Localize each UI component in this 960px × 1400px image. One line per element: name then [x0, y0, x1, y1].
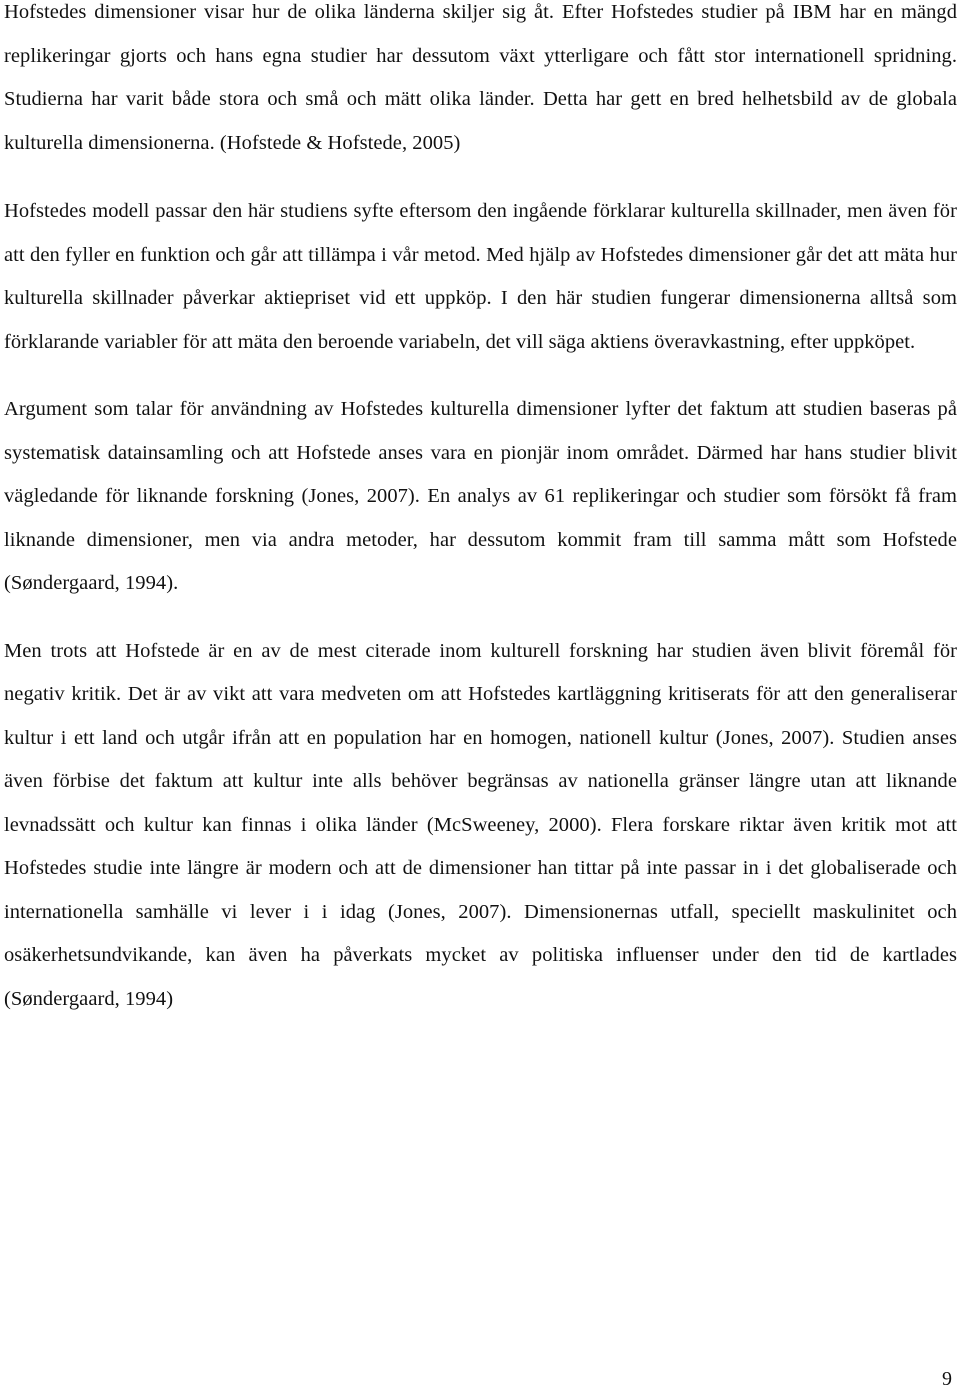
paragraph-3: Argument som talar för användning av Hofstedes kulturella dimensioner lyfter det faktum att studien baseras på systematisk datainsamling och att Hofstede anses vara en pionjär inom området. Därmed har hans studier blivit vägledande för liknande forskning (Jones, 2007). En analys av 61 replikeringar och studier som försökt få fram liknande dimensioner, men via andra metoder, har dessutom kommit fram till samma mått som Hofstede (Søndergaard, 1994). [4, 398, 957, 594]
page-number: 9 [942, 1368, 952, 1390]
document-page [4, 0, 957, 1021]
paragraph-4: Men trots att Hofstede är en av de mest citerade inom kulturell forskning har studien även blivit föremål för negativ kritik. Det är av vikt att vara medveten om att Hofstedes kartläggning kritiserats för att den generaliserar kultur i ett land och utgår ifrån att en population har en homogen, nationell kultur (Jones, 2007). Studien anses även förbise det faktum att kultur inte alls behöver begränsas av nationella gränser längre utan att liknande levnadssätt och kultur kan finnas i olika länder (McSweeney, 2000). Flera forskare riktar även kritik mot att Hofstedes studie inte längre är modern och att de dimensioner han tittar på inte passar in i det globaliserade och internationella samhälle vi lever i i idag (Jones, 2007). Dimensionernas utfall, speciellt maskulinitet och osäkerhetsundvikande, kan även ha påverkats mycket av politiska influenser under den tid de kartlades (Søndergaard, 1994) [4, 639, 957, 1010]
paragraph-2: Hofstedes modell passar den här studiens syfte eftersom den ingående förklarar kulturella skillnader, men även för att den fyller en funktion och går att tillämpa i vår metod. Med hjälp av Hofstedes dimensioner går det att mäta hur kulturella skillnader påverkar aktiepriset vid ett uppköp. I den här studien fungerar dimensionerna alltså som förklarande variabler för att mäta den beroende variabeln, det vill säga aktiens överavkastning, efter uppköpet. [4, 200, 957, 353]
paragraph-1: Hofstedes dimensioner visar hur de olika länderna skiljer sig åt. Efter Hofstedes studier på IBM har en mängd replikeringar gjorts och hans egna studier har dessutom växt ytterligare och fått stor internationell spridning. Studierna har varit både stora och små och mätt olika länder. Detta har gett en bred helhetsbild av de globala kulturella dimensionerna. (Hofstede & Hofstede, 2005) [4, 1, 957, 154]
